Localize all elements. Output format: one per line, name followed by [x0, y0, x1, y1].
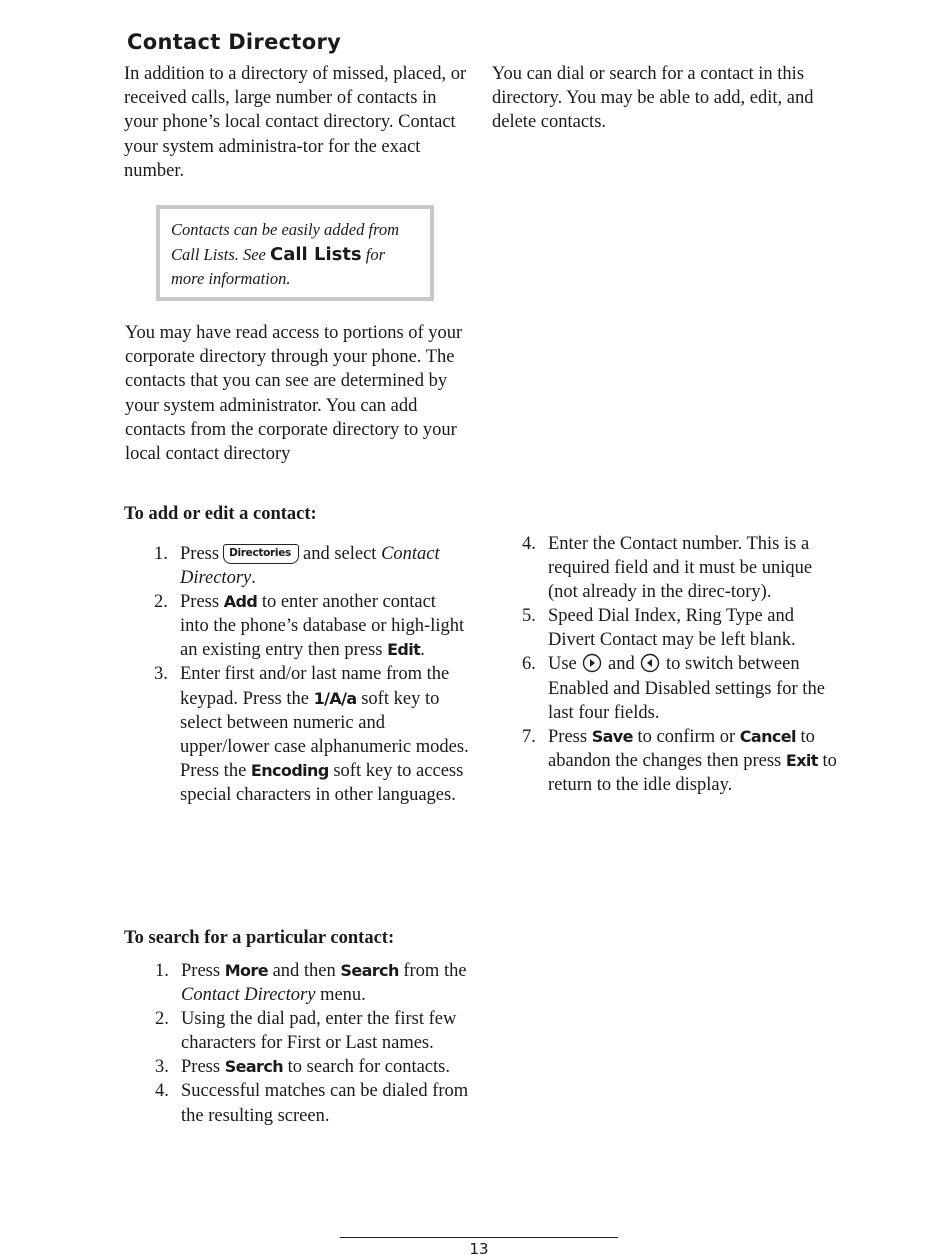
note-text-after: for more information. [171, 244, 386, 288]
step-text: to search for contacts. [283, 1057, 450, 1078]
step-text: from the [398, 961, 467, 981]
add-contact-heading: To add or edit a contact: [124, 504, 317, 524]
page-title: Contact Directory [127, 30, 342, 54]
step-text: Enter first and/or last name from the keypad. Press the [180, 664, 450, 709]
search-steps-list [125, 959, 470, 1128]
list-item [124, 590, 469, 662]
list-item [125, 1055, 470, 1079]
intro-paragraph: In addition to a directory of missed, placed, or received calls, large number of contacts in your phone’s local contact directory. Contact your system administra-tor for the exact number. [124, 64, 467, 181]
step-number: 2. [155, 1009, 169, 1030]
step-number: 6. [522, 654, 536, 675]
search-key-label: Search [224, 1057, 284, 1077]
step-text: Press [181, 961, 225, 981]
call-lists-link[interactable]: Call Lists [270, 243, 362, 265]
list-item [124, 542, 469, 590]
step-text: and [608, 654, 635, 675]
exit-key-label: Exit [785, 750, 818, 770]
step-number: 7. [522, 726, 536, 747]
more-key-label: More [224, 961, 268, 980]
page-number: 13 [469, 1240, 489, 1258]
step-text: Enter the Contact number. This is a required field and it must be unique (not already in the direc-tory). [548, 534, 813, 603]
save-key-label: Save [591, 726, 633, 746]
list-item [492, 604, 837, 652]
step-text: and select [302, 544, 382, 564]
step-text: menu. [315, 985, 366, 1006]
step-emphasis: Contact Directory [180, 544, 440, 589]
list-item [125, 959, 470, 1007]
directories-key-icon: Directories [223, 544, 299, 564]
step-text: Press [180, 592, 224, 613]
search-key-label: Search [340, 961, 399, 980]
add-key-label: Add [223, 592, 258, 612]
step-text: to return to the idle display. [548, 750, 837, 795]
step-text: and then [267, 961, 341, 981]
step-text: soft key to access special characters in other languages. [180, 760, 464, 805]
footer-rule [340, 1237, 618, 1238]
step-text: Using the dial pad, enter the first few characters for First or Last names. [181, 1009, 457, 1054]
step-text: Speed Dial Index, Ring Type and Divert Contact may be left blank. [548, 606, 796, 651]
step-text: to enter another contact into the phone’s database or high-light an existing entry then press [180, 592, 465, 661]
step-number: 1. [154, 544, 168, 564]
note-box [156, 205, 434, 301]
step-text: . [420, 640, 425, 661]
list-item [125, 1079, 470, 1127]
edit-key-label: Edit [387, 640, 421, 660]
add-steps-list [124, 542, 469, 807]
step-text: Use [548, 654, 577, 675]
step-number: 1. [155, 961, 169, 981]
list-item [124, 662, 469, 807]
step-text: Press [181, 1057, 225, 1078]
step-number: 3. [154, 664, 168, 685]
step-number: 3. [155, 1057, 169, 1078]
step-text: soft key to select between numeric and upper/lower case alphanumeric modes. Press the [180, 688, 469, 781]
step-number: 4. [155, 1081, 169, 1102]
list-item [492, 652, 837, 724]
step-text: to switch between Enabled and Disabled settings for the last four fields. [548, 654, 825, 723]
add-steps-list-continued [492, 532, 837, 797]
list-item [125, 1007, 470, 1055]
step-number: 4. [522, 534, 536, 554]
encoding-key-label: Encoding [250, 760, 329, 780]
mode-key-label: 1/A/a [313, 688, 357, 708]
step-number: 2. [154, 592, 168, 613]
step-number: 5. [522, 606, 536, 627]
list-item [492, 532, 837, 604]
step-text: Successful matches can be dialed from the resulting screen. [181, 1081, 469, 1126]
step-text: Press [548, 726, 592, 747]
note-text-before: Contacts can be easily added from Call Lists. See [171, 220, 400, 264]
list-item [492, 725, 837, 797]
cancel-key-label: Cancel [739, 726, 796, 746]
step-text: . [251, 568, 256, 589]
corporate-directory-paragraph: You may have read access to portions of your corporate directory through your phone. The contacts that you can see are determined by your system administrator. You can add contacts from the corporate directory to your local contact directory [125, 323, 463, 465]
dial-search-paragraph: You can dial or search for a contact in this directory. You may be able to add, edit, and delete contacts. [492, 64, 814, 133]
step-text: to abandon the changes then press [548, 726, 815, 771]
step-text: to confirm or [632, 726, 740, 747]
left-arrow-key-icon [640, 653, 660, 673]
step-text: Press [180, 544, 220, 564]
search-contact-heading: To search for a particular contact: [124, 928, 395, 948]
right-arrow-key-icon [582, 653, 602, 673]
step-emphasis: Contact Directory [181, 985, 316, 1006]
